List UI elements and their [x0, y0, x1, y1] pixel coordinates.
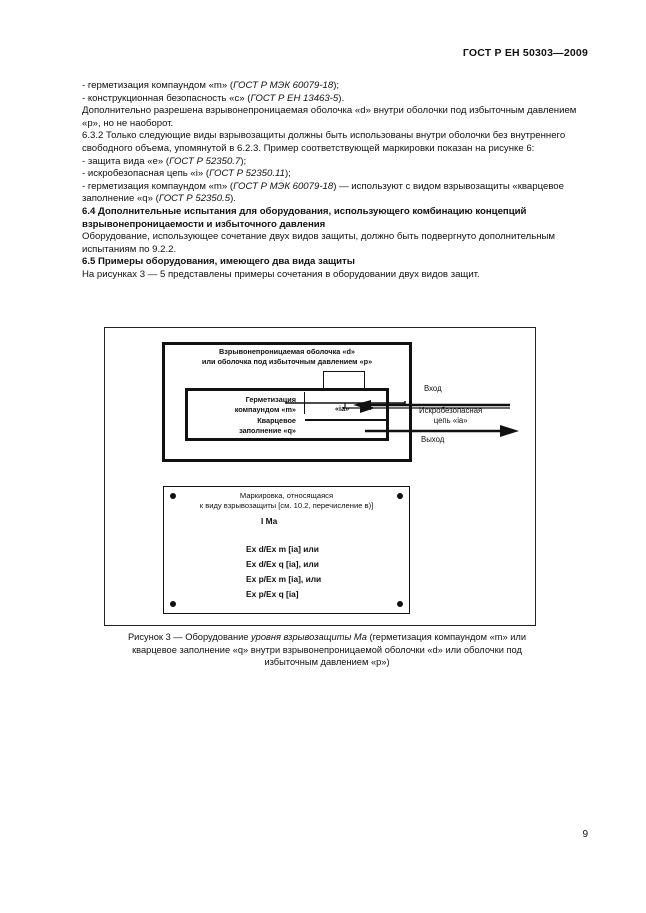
caption-rest: (герметизация компаундом «m» или кварцевое заполнение «q» внутри взрывонепроницаемой оболочки «d» или оболочки под избыточным давлением «р»)	[132, 632, 527, 668]
list-item	[82, 156, 588, 169]
inner-label-line: компаундом «m»	[234, 405, 296, 415]
plate-heading: к виду взрывозащиты [см. 10.2, перечисление в)]	[199, 501, 374, 510]
ic-label	[419, 406, 482, 426]
plate-heading: Маркировка, относящаяся	[239, 491, 334, 500]
output-arrow-head	[500, 425, 519, 437]
standard-reference: ГОСТ Р 52350.11	[209, 168, 285, 180]
list-item-tail: ).	[230, 193, 236, 205]
inner-label-line: Кварцевое	[257, 415, 296, 425]
paragraph: На рисунках 3 — 5 представлены примеры сочетания в оборудовании двух видов защит.	[82, 268, 480, 280]
list-item-tail: ).	[338, 92, 345, 104]
caption-prefix: Рисунок 3 — Оборудование	[127, 632, 252, 642]
body-text	[82, 80, 588, 282]
list-item	[82, 181, 588, 206]
marking-plate	[163, 486, 410, 614]
marking-code: Ex p/Ex q [ia]	[246, 589, 299, 599]
ic-label-line: Искробезопасная	[419, 406, 483, 415]
list-item	[82, 80, 588, 93]
paragraph: Дополнительно разрешена взрывонепроницаемая оболочка «d» внутри оболочки под избыточным давлением «р», но не наоборот.	[82, 105, 577, 129]
list-item-text: - конструкционная безопасность «с» (	[82, 92, 251, 104]
list-item-text: - защита вида «е» (	[82, 155, 170, 167]
document-header: ГОСТ Р ЕН 50303—2009	[462, 47, 588, 59]
screw-icon	[397, 601, 403, 607]
list-item-tail: ) — используют с видом взрывозащиты «кварцевое заполнение «q» (	[82, 180, 564, 205]
standard-reference: ГОСТ Р 52350.5	[158, 193, 231, 205]
list-item-tail: );	[284, 168, 291, 180]
page-number: 9	[582, 829, 588, 840]
inner-label-line: Герметизация	[245, 395, 296, 404]
outer-title-line: или оболочка под избыточным давлением «р»	[201, 357, 373, 366]
list-item-text: - герметизация компаундом «m» (	[82, 180, 234, 192]
paragraph-6-3-2: 6.3.2 Только следующие виды взрывозащиты должны быть использованы внутри оболочки без внутреннего свободного объема, упомянутой в 6.2.3. Пример соответствующей маркировки показан на рисунке 6:	[82, 130, 566, 154]
marking-code: Ex p/Ex m [ia], или	[246, 574, 322, 584]
standard-reference: ГОСТ Р МЭК 60079-18	[233, 80, 334, 91]
list-item-tail: );	[240, 155, 247, 167]
output-label: Выход	[421, 435, 445, 444]
list-item	[82, 93, 588, 106]
ia-label: «ia»	[335, 404, 350, 413]
figure-caption	[112, 631, 542, 669]
standard-reference: ГОСТ Р МЭК 60079-18	[233, 180, 334, 192]
outer-title-line: Взрывонепроницаемая оболочка «d»	[219, 347, 355, 356]
section-heading-6-4: 6.4 Дополнительные испытания для оборудования, использующего комбинацию концепций взрывонепроницаемости и избыточного давления	[82, 205, 527, 230]
inner-label-line: заполнение «q»	[239, 425, 296, 435]
figure-3	[104, 327, 536, 626]
marking-code: Ex d/Ex q [ia], или	[246, 559, 319, 569]
standard-reference: ГОСТ Р ЕН 13463-5	[250, 92, 339, 104]
list-item-text: - искробезопасная цепь «i» (	[82, 168, 210, 180]
ic-label-line: цепь «ia»	[433, 416, 468, 425]
input-label: Вход	[424, 384, 442, 393]
caption-italic: уровня взрывозащиты Ма	[251, 632, 367, 642]
paragraph: Оборудование, использующее сочетание двух видов защиты, должно быть подвергнуто дополнительным испытаниям по 9.2.2.	[82, 231, 556, 255]
section-heading-6-5: 6.5 Примеры оборудования, имеющего два вида защиты	[82, 256, 355, 268]
list-item-text: - герметизация компаундом «m» (	[82, 80, 234, 91]
epl-code: I Ma	[261, 516, 278, 526]
screw-icon	[170, 601, 176, 607]
list-item-tail: );	[333, 80, 340, 91]
marking-code: Ex d/Ex m [ia] или	[246, 544, 319, 554]
list-item	[82, 168, 588, 181]
standard-reference: ГОСТ Р 52350.7	[169, 155, 241, 167]
